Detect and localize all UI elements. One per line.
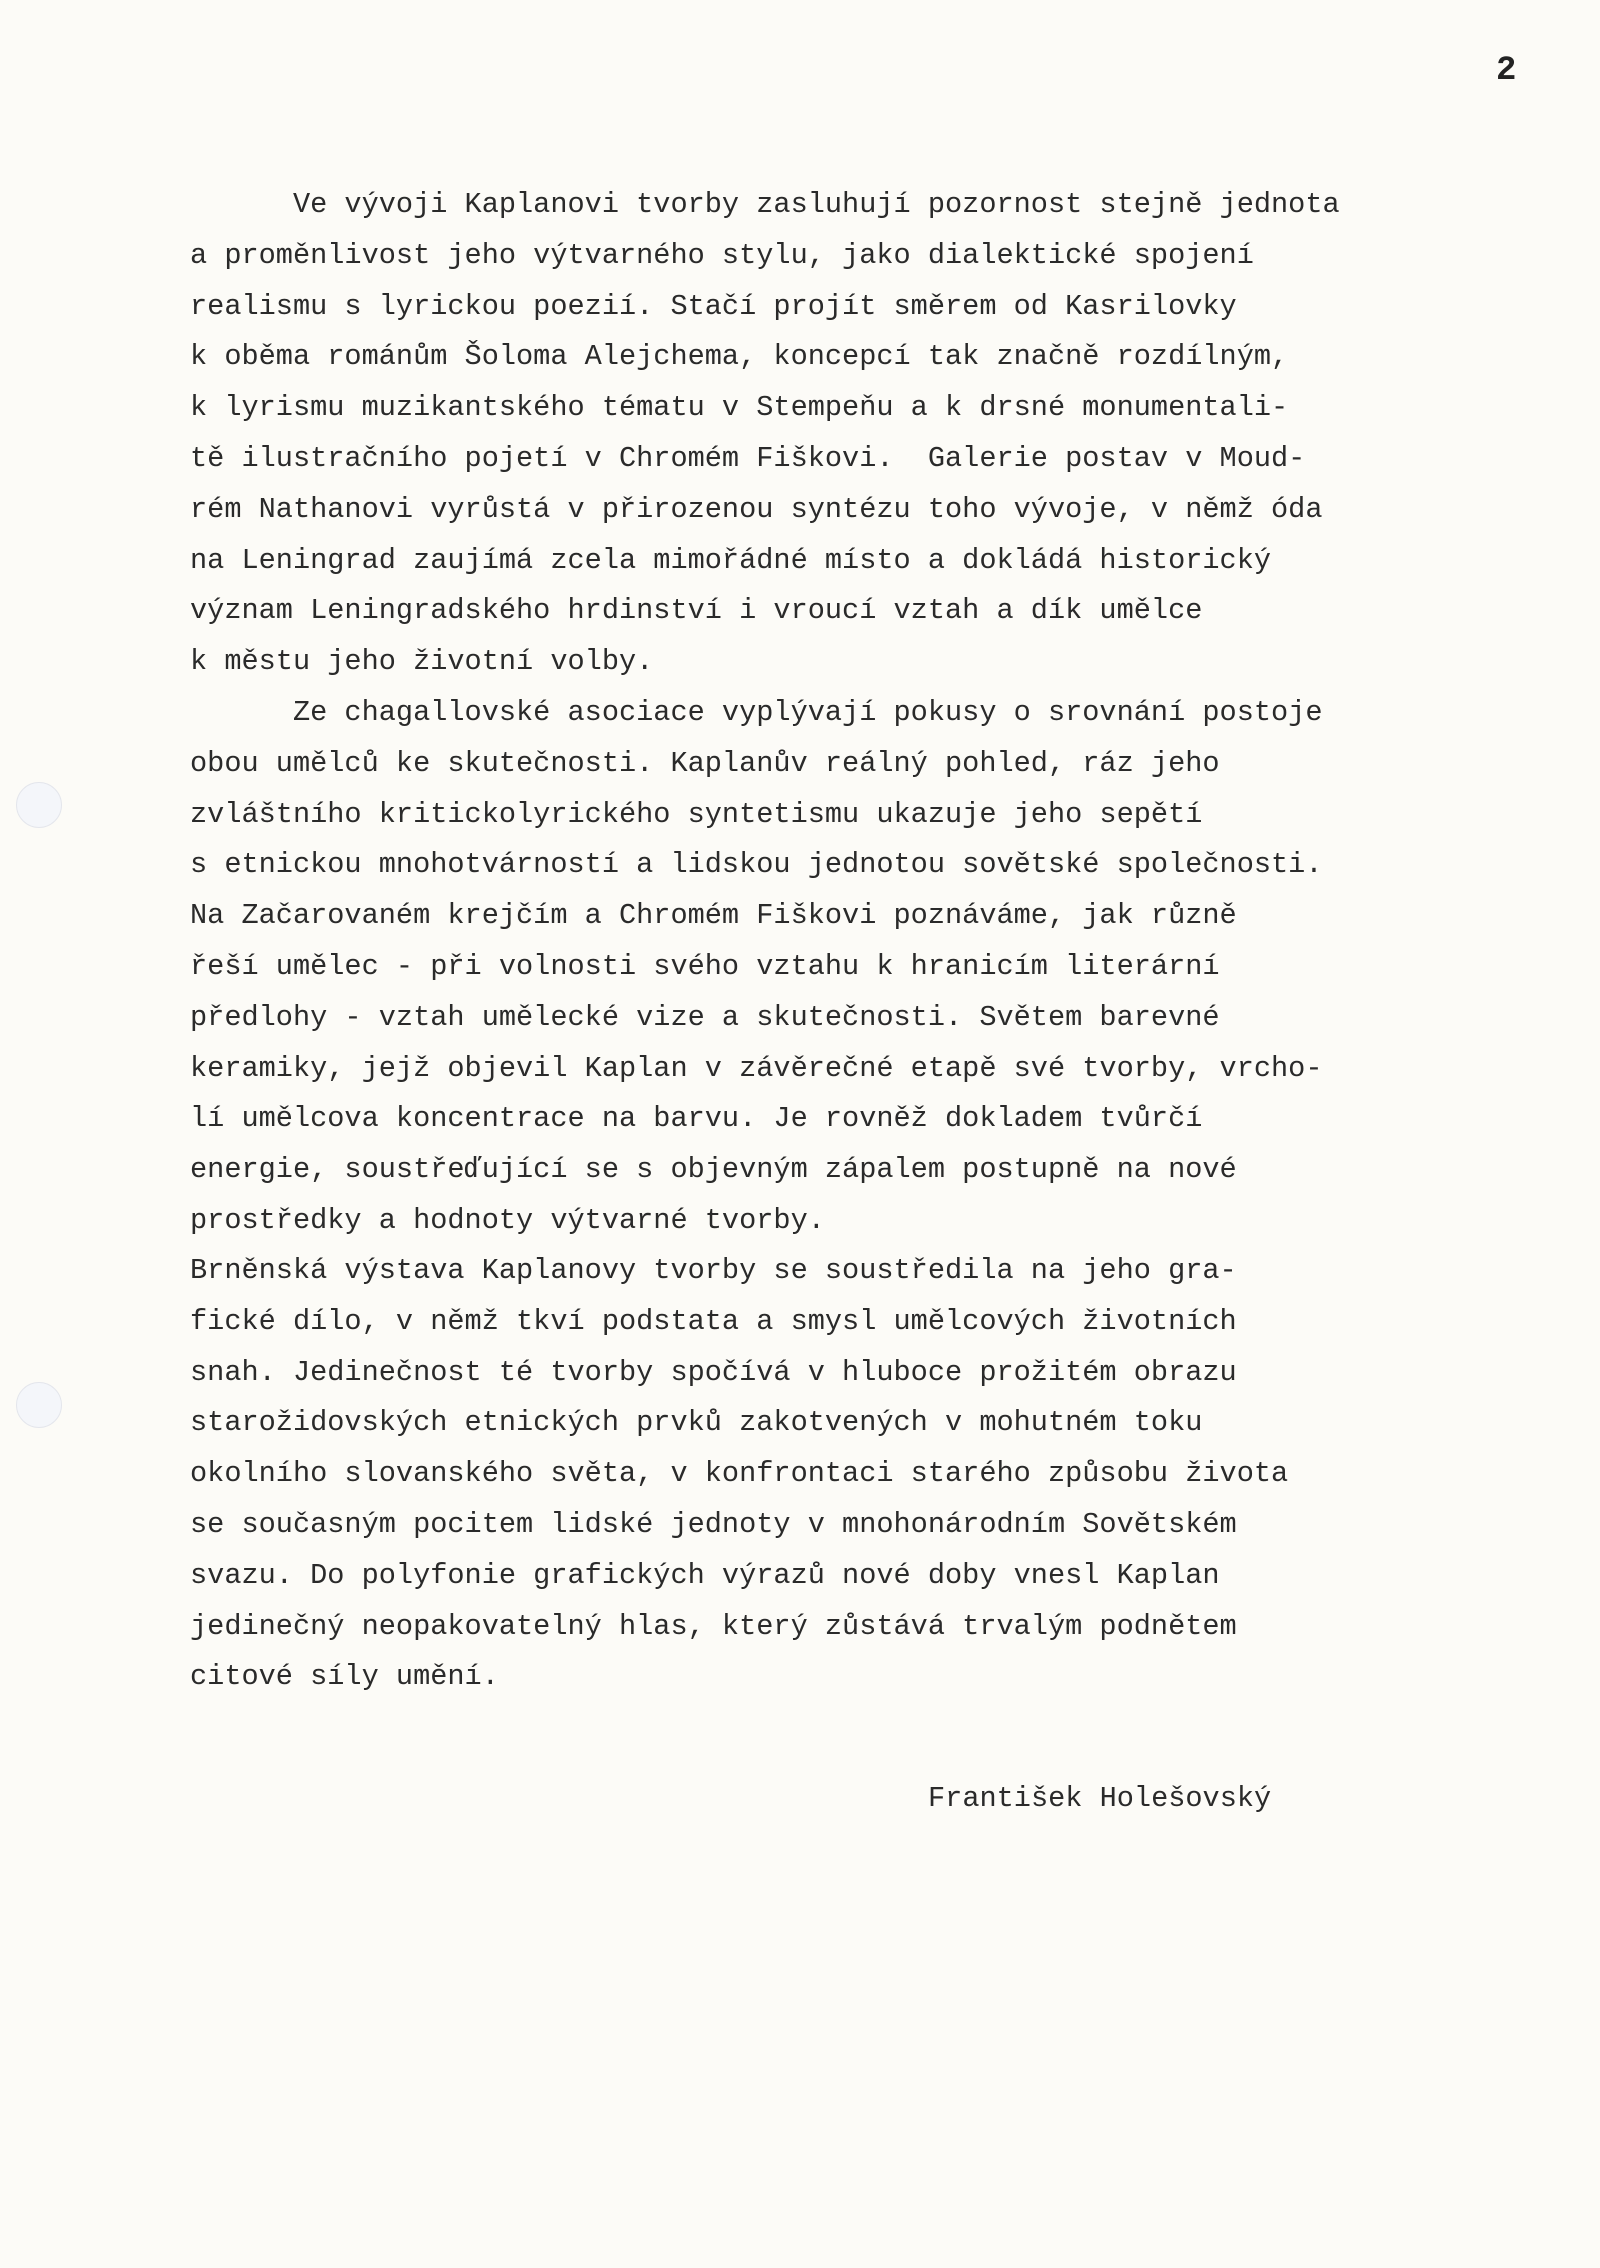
text-line: Ve vývoji Kaplanovi tvorby zasluhují pozornost stejně jednota — [190, 188, 1340, 221]
text-line: se současným pocitem lidské jednoty v mnohonárodním Sovětském — [190, 1507, 1237, 1541]
text-line: Na Začarovaném krejčím a Chromém Fiškovi poznáváme, jak různě — [190, 899, 1237, 933]
text-line: fické dílo, v němž tkví podstata a smysl umělcových životních — [190, 1304, 1237, 1338]
text-line: energie, soustřeďující se s objevným zápalem postupně na nové — [190, 1153, 1237, 1187]
text-line: okolního slovanského světa, v konfrontaci starého způsobu života — [190, 1457, 1289, 1491]
text-line: předlohy - vztah umělecké vize a skutečnosti. Světem barevné — [190, 1000, 1220, 1034]
text-line: na Leningrad zaujímá zcela mimořádné místo a dokládá historický — [190, 543, 1272, 577]
text-line: význam Leningradského hrdinství i vroucí vztah a dík umělce — [190, 594, 1203, 628]
text-line: keramiky, jejž objevil Kaplan v závěrečné etapě své tvorby, vrcho- — [190, 1051, 1323, 1085]
text-line: s etnickou mnohotvárností a lidskou jednotou sovětské společnosti. — [190, 848, 1323, 882]
text-line: realismu s lyrickou poezií. Stačí projít směrem od Kasrilovky — [190, 289, 1237, 323]
page-number: 2 — [1496, 52, 1517, 90]
text-line: k městu jeho životní volby. — [190, 645, 654, 679]
paragraph-3 — [0, 1246, 1600, 1703]
text-line: citové síly umění. — [190, 1660, 499, 1694]
text-line: snah. Jedinečnost té tvorby spočívá v hluboce prožitém obrazu — [190, 1355, 1237, 1389]
text-line: k oběma románům Šoloma Alejchema, koncepcí tak značně rozdílným, — [190, 340, 1289, 374]
paragraph-1 — [0, 180, 1600, 688]
text-line: Ze chagallovské asociace vyplývají pokusy o srovnání postoje — [190, 696, 1323, 729]
text-line: prostředky a hodnoty výtvarné tvorby. — [190, 1203, 825, 1237]
text-line: lí umělcova koncentrace na barvu. Je rovněž dokladem tvůrčí — [190, 1102, 1203, 1136]
text-line: zvláštního kritickolyrického syntetismu ukazuje jeho sepětí — [190, 797, 1203, 831]
text-line: a proměnlivost jeho výtvarného stylu, jako dialektické spojení — [190, 238, 1254, 272]
text-line: Brněnská výstava Kaplanovy tvorby se soustředila na jeho gra- — [190, 1254, 1237, 1287]
text-line: k lyrismu muzikantského tématu v Stempeňu a k drsné monumentali- — [190, 391, 1289, 425]
text-line: obou umělců ke skutečnosti. Kaplanův reálný pohled, ráz jeho — [190, 746, 1220, 780]
paragraph-2 — [0, 688, 1600, 1247]
text-line: řeší umělec - při volnosti svého vztahu k hranicím literární — [190, 949, 1220, 983]
text-line: starožidovských etnických prvků zakotvených v mohutném toku — [190, 1406, 1203, 1440]
author-signature: František Holešovský — [928, 1782, 1272, 1815]
text-line: tě ilustračního pojetí v Chromém Fiškovi. Galerie postav v Moud- — [190, 441, 1306, 475]
text-line: jedinečný neopakovatelný hlas, který zůstává trvalým podnětem — [190, 1609, 1237, 1643]
text-line: rém Nathanovi vyrůstá v přirozenou syntézu toho vývoje, v němž óda — [190, 492, 1323, 526]
text-line: svazu. Do polyfonie grafických výrazů nové doby vnesl Kaplan — [190, 1558, 1220, 1592]
